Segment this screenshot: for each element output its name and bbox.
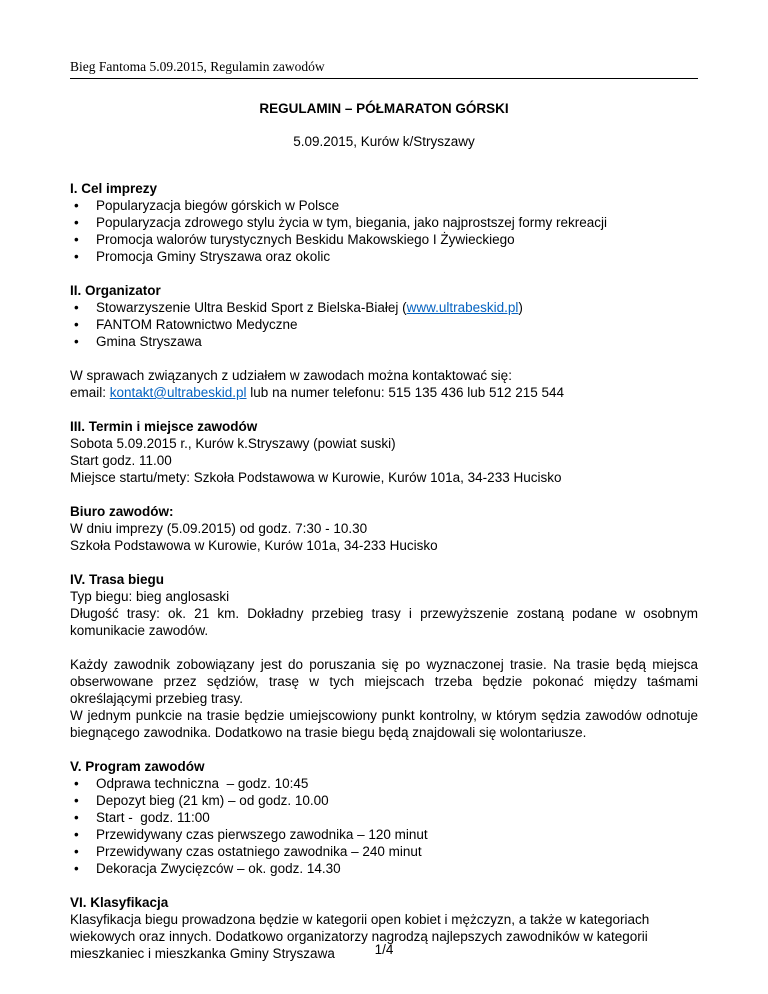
- list-item-text: FANTOM Ratownictwo Medyczne: [96, 317, 298, 332]
- paragraph: Klasyfikacja biegu prowadzona będzie w kategorii open kobiet i mężczyzn, a także w kategoriach wiekowych oraz innych. Dodatkowo organizatorzy nagrodzą najlepszych zawodników w kategorii mieszkaniec i mieszkanka Gminy Stryszawa: [70, 912, 650, 961]
- document-header: [70, 58, 698, 79]
- list-item-text: Odprawa techniczna – godz. 10:45: [96, 776, 309, 791]
- text-line: Start godz. 11.00: [70, 453, 172, 468]
- list-item-text: Gmina Stryszawa: [96, 334, 202, 349]
- document-subtitle: 5.09.2015, Kurów k/Stryszawy: [293, 134, 475, 149]
- bullet-icon: •: [74, 317, 79, 332]
- bullet-icon: •: [74, 861, 79, 876]
- section-heading: V. Program zawodów: [70, 759, 205, 774]
- list-item-text: Depozyt bieg (21 km) – od godz. 10.00: [96, 793, 329, 808]
- contact-email-line: [70, 384, 698, 401]
- list-item: [70, 809, 698, 826]
- list-item: [70, 214, 698, 231]
- bullet-icon: •: [74, 300, 79, 315]
- bullet-icon: •: [74, 827, 79, 842]
- contact-intro: W sprawach związanych z udziałem w zawodach można kontaktować się:: [70, 368, 512, 383]
- bullet-icon: •: [74, 232, 79, 247]
- contact-paragraph: [70, 367, 698, 401]
- bullet-icon: •: [74, 810, 79, 825]
- section-heading: IV. Trasa biegu: [70, 572, 165, 587]
- bullet-icon: •: [74, 776, 79, 791]
- section-organizator: [70, 282, 698, 401]
- email-label: email:: [70, 385, 110, 400]
- section-trasa-biegu: [70, 571, 698, 741]
- text-segment: lub na numer telefonu: 515 135 436 lub 512 215 544: [246, 385, 565, 400]
- bullet-icon: •: [74, 793, 79, 808]
- paragraph: Długość trasy: ok. 21 km. Dokładny przebieg trasy i przewyższenie zostaną podane w osobnym komunikacie zawodów.: [70, 606, 698, 638]
- list-item-text: Przewidywany czas ostatniego zawodnika – 240 minut: [96, 844, 422, 859]
- bullet-icon: •: [74, 215, 79, 230]
- bullet-icon: •: [74, 334, 79, 349]
- list-item: [70, 843, 698, 860]
- list-item-text: [96, 300, 523, 315]
- text-line: W dniu imprezy (5.09.2015) od godz. 7:30 - 10.30: [70, 521, 368, 536]
- list-item-text: Promocja Gminy Stryszawa oraz okolic: [96, 249, 331, 264]
- email-link[interactable]: kontakt@ultrabeskid.pl: [109, 385, 247, 400]
- list-item: [70, 792, 698, 809]
- list-item: [70, 860, 698, 877]
- text-line: Miejsce startu/mety: Szkoła Podstawowa w Kurowie, Kurów 101a, 34-233 Hucisko: [70, 470, 562, 485]
- list-item-text: Promocja walorów turystycznych Beskidu Makowskiego I Żywieckiego: [96, 232, 515, 247]
- section-program: [70, 758, 698, 877]
- list-item: [70, 231, 698, 248]
- list-item: [70, 316, 698, 333]
- list-item: [70, 248, 698, 265]
- list-item-text: Dekoracja Zwycięzców – ok. godz. 14.30: [96, 861, 341, 876]
- text-line: Sobota 5.09.2015 r., Kurów k.Stryszawy (powiat suski): [70, 436, 396, 451]
- website-link[interactable]: www.ultrabeskid.pl: [406, 300, 519, 315]
- bullet-icon: •: [74, 249, 79, 264]
- page-number: 1/4: [374, 942, 394, 957]
- text-line: Szkoła Podstawowa w Kurowie, Kurów 101a, 34-233 Hucisko: [70, 538, 438, 553]
- section-cel-imprezy: [70, 180, 698, 265]
- text-segment: Stowarzyszenie Ultra Beskid Sport z Bielska-Białej (: [96, 300, 407, 315]
- bullet-icon: •: [74, 844, 79, 859]
- list-item: [70, 775, 698, 792]
- list-item: [70, 299, 698, 316]
- paragraph: Każdy zawodnik zobowiązany jest do poruszania się po wyznaczonej trasie. Na trasie będą miejsca obserwowane przez sędziów, trasę w tych miejscach trzeba będzie pokonać między taśmami określającymi przebieg trasy.: [70, 657, 698, 706]
- list-item: [70, 197, 698, 214]
- bullet-icon: •: [74, 198, 79, 213]
- section-biuro-zawodow: [70, 503, 698, 554]
- document-title: REGULAMIN – PÓŁMARATON GÓRSKI: [259, 101, 509, 116]
- section-heading: Biuro zawodów:: [70, 504, 174, 519]
- text-line: Typ biegu: bieg anglosaski: [70, 589, 230, 604]
- paragraph: W jednym punkcie na trasie będzie umiejscowiony punkt kontrolny, w którym sędzia zawodów odnotuje biegnącego zawodnika. Dodatkowo na trasie biegu będą znajdowali się wolontariusze.: [70, 708, 698, 740]
- list-item-text: Popularyzacja zdrowego stylu życia w tym, biegania, jako najprostszej formy rekreacji: [96, 215, 607, 230]
- section-heading: VI. Klasyfikacja: [70, 895, 169, 910]
- list-item-text: Popularyzacja biegów górskich w Polsce: [96, 198, 340, 213]
- list-item-text: Start - godz. 11:00: [96, 810, 210, 825]
- section-heading: III. Termin i miejsce zawodów: [70, 419, 258, 434]
- list-item: [70, 333, 698, 350]
- section-heading: I. Cel imprezy: [70, 181, 158, 196]
- section-termin: [70, 418, 698, 486]
- text-segment: ): [518, 300, 523, 315]
- header-text: Bieg Fantoma 5.09.2015, Regulamin zawodów: [70, 59, 325, 74]
- list-item: [70, 826, 698, 843]
- list-item-text: Przewidywany czas pierwszego zawodnika – 120 minut: [96, 827, 428, 842]
- section-heading: II. Organizator: [70, 283, 161, 298]
